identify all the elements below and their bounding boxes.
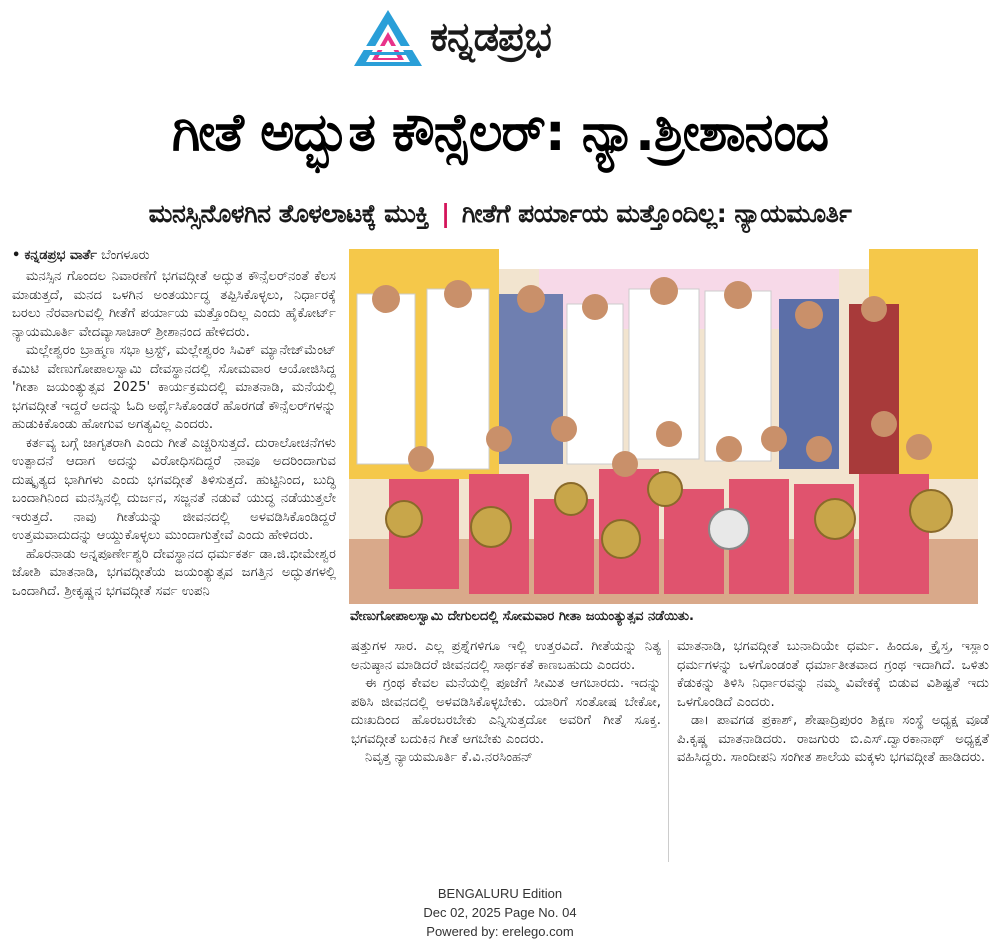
group-photo-illustration — [349, 249, 978, 604]
column-divider — [668, 640, 669, 862]
byline-bullet: • — [12, 248, 21, 263]
powered-by-label: Powered by: erelego.com — [426, 924, 574, 939]
edition-label: BENGALURU Edition — [437, 886, 563, 901]
paragraph: ಡಾ। ಪಾವಗಡ ಪ್ರಕಾಶ್, ಶೇಷಾದ್ರಿಪುರಂ ಶಿಕ್ಷಣ ಸಂಸ್ಥೆ ಅಧ್ಯಕ್ಷ ವೂಡೆ ಪಿ.ಕೃಷ್ಣ ಮಾತನಾಡಿದರು. ರಾಜಗುರು ಬಿ.ಎಸ್.ದ್ವಾರಕಾನಾಥ್ ಅಧ್ಯಕ್ಷತೆ ವಹಿಸಿದ್ದರು. ಸಾಂದೀಪನಿ ಸಂಗೀತ ಶಾಲೆಯ ಮಕ್ಕಳು ಭಗವದ್ಗೀತೆ ಹಾಡಿದರು. — [677, 713, 989, 765]
event-photo — [349, 249, 978, 604]
paragraph: ನಿವೃತ್ತ ನ್ಯಾಯಮೂರ್ತಿ ಕೆ.ವಿ.ನರಸಿಂಹನ್ — [365, 750, 533, 765]
paragraph: ಕರ್ತವ್ಯ ಬಗ್ಗೆ ಜಾಗೃತರಾಗಿ ಎಂದು ಗೀತೆ ಎಚ್ಚರಿಸುತ್ತದೆ. ದುರಾಲೋಚನೆಗಳು ಉತ್ಪಾದನೆ ಆದಾಗ ಅದನ್ನು ವಿರೋಧಿಸದಿದ್ದರೆ ನಾವೂ ಅದರಿಂದಾಗುವ ದುಷ್ಕೃತ್ಯದ ಭಾಗಿಗಳು ಎಂದು ಭಗವದ್ಗೀತೆ ತಿಳಿಸುತ್ತದೆ. ಹುಟ್ಟಿನಿಂದ, ಬುದ್ಧಿ ಬಂದಾಗಿನಿಂದ ಮನಸ್ಸಿನಲ್ಲಿ ದುರ್ಜನ, ಸಜ್ಜನತೆ ನಡುವೆ ಯುದ್ಧ ನಡೆಯುತ್ತಲೇ ಇರುತ್ತದೆ. ನಾವು ಗೀತೆಯನ್ನು ಜೀವನದಲ್ಲಿ ಅಳವಡಿಸಿಕೊಂಡಿದ್ದರೆ ಉತ್ತಮವಾದುದನ್ನು ಆಯ್ದುಕೊಳ್ಳಲು ಮುಂದಾಗುತ್ತೇವೆ ಎಂದು ಹೇಳಿದರು. — [12, 435, 336, 543]
masthead-brand: ಕನ್ನಡಪ್ರಭ — [430, 14, 551, 60]
article-column-1 — [12, 246, 336, 866]
article-column-2 — [351, 638, 661, 870]
page-footer — [0, 884, 1000, 941]
subhead-separator: | — [440, 199, 450, 228]
byline — [12, 246, 336, 266]
date-page-label: Dec 02, 2025 Page No. 04 — [423, 905, 577, 920]
paragraph: ಮಾತನಾಡಿ, ಭಗವದ್ಗೀತೆ ಬುನಾದಿಯೇ ಧರ್ಮ. ಹಿಂದೂ, ಕ್ರೈಸ್ತ, ಇಸ್ಲಾಂ ಧರ್ಮಗಳನ್ನು ಒಳಗೊಂಡಂತೆ ಧರ್ಮಾತೀತವಾದ ಗ್ರಂಥ ಇದಾಗಿದೆ. ಒಳಿತು ಕೆಡುಕನ್ನು ತಿಳಿಸಿ ನಿರ್ಧಾರವನ್ನು ನಮ್ಮ ವಿವೇಕಕ್ಕೆ ಬಿಡುವ ವಿಶಿಷ್ಟತೆ ಇದು ಒಳಗೊಂಡಿದೆ ಎಂದರು. — [677, 639, 989, 710]
subhead-left: ಮನಸ್ಸಿನೊಳಗಿನ ತೊಳಲಾಟಕ್ಕೆ ಮುಕ್ತಿ — [148, 199, 429, 228]
masthead — [0, 0, 1000, 78]
paragraph: ಷತ್ತುಗಳ ಸಾರ. ಎಲ್ಲ ಪ್ರಶ್ನೆಗಳಿಗೂ ಇಲ್ಲಿ ಉತ್ತರವಿದೆ. ಗೀತೆಯನ್ನು ನಿತ್ಯ ಅನುಷ್ಠಾನ ಮಾಡಿದರೆ ಜೀವನದಲ್ಲಿ ಸಾರ್ಥಕತೆ ಕಾಣಬಹುದು ಎಂದರು. — [351, 639, 661, 673]
page-headline: ಗೀತೆ ಅದ್ಭುತ ಕೌನ್ಸೆಲರ್: ನ್ಯಾ.ಶ್ರೀಶಾನಂದ — [171, 103, 829, 163]
paragraph: ಮಲ್ಲೇಶ್ವರಂ ಬ್ರಾಹ್ಮಣ ಸಭಾ ಟ್ರಸ್ಟ್, ಮಲ್ಲೇಶ್ವರಂ ಸಿವಿಕ್ ಮ್ಯಾನೇಜ್‌ಮೆಂಟ್ ಕಮಿಟಿ ವೇಣುಗೋಪಾಲಸ್ವಾಮಿ ದೇವಸ್ಥಾನದಲ್ಲಿ ಸೋಮವಾರ ಆಯೋಜಿಸಿದ್ದ 'ಗೀತಾ ಜಯಂತ್ಯುತ್ಸವ 2025' ಕಾರ್ಯಕ್ರಮದಲ್ಲಿ ಮಾತನಾಡಿ, ಮನೆಯಲ್ಲಿ ಭಗವದ್ಗೀತೆ ಇದ್ದರೆ ಅದನ್ನು ಓದಿ ಅರ್ಥೈಸಿಕೊಂಡರೆ ಹೊರಗಡೆ ಕೌನ್ಸೆಲರ್‌ಗಳನ್ನು ಹುಡುಕಿಕೊಂಡು ಹೋಗುವ ಅಗತ್ಯವಿಲ್ಲ ಎಂದರು. — [12, 343, 336, 432]
byline-place: ಬೆಂಗಳೂರು — [101, 248, 150, 263]
photo-caption: ವೇಣುಗೋಪಾಲಸ್ವಾಮಿ ದೇಗುಲದಲ್ಲಿ ಸೋಮವಾರ ಗೀತಾ ಜಯಂತ್ಯುತ್ಸವ ನಡೆಯಿತು. — [350, 609, 694, 624]
subhead-right: ಗೀತೆಗೆ ಪರ್ಯಾಯ ಮತ್ತೊಂದಿಲ್ಲ: ನ್ಯಾಯಮೂರ್ತಿ — [461, 199, 852, 228]
paragraph: ಹೊರನಾಡು ಅನ್ನಪೂರ್ಣೇಶ್ವರಿ ದೇವಸ್ಥಾನದ ಧರ್ಮಕರ್ತ ಡಾ.ಜಿ.ಭೀಮೇಶ್ವರ ಜೋಶಿ ಮಾತನಾಡಿ, ಭಗವದ್ಗೀತೆಯ ಜಯಂತ್ಯುತ್ಸವ ಜಗತ್ತಿನ ಅದ್ಭುತಗಳಲ್ಲಿ ಒಂದಾಗಿದೆ. ಶ್ರೀಕೃಷ್ಣನ ಭಗವದ್ಗೀತೆ ಸರ್ವ ಉಪನಿ — [12, 546, 336, 599]
kannadaprabha-logo-icon — [352, 6, 432, 66]
subheadline — [0, 198, 1000, 230]
article-column-3 — [677, 638, 989, 870]
byline-source: ಕನ್ನಡಪ್ರಭ ವಾರ್ತೆ — [24, 248, 97, 263]
paragraph: ಈ ಗ್ರಂಥ ಕೇವಲ ಮನೆಯಲ್ಲಿ ಪೂಜೆಗೆ ಸೀಮಿತ ಆಗಬಾರದು. ಇದನ್ನು ಪಠಿಸಿ ಜೀವನದಲ್ಲಿ ಅಳವಡಿಸಿಕೊಳ್ಳಬೇಕು. ಯಾರಿಗೆ ಸಂತೋಷ ಬೇಕೋ, ದುಃಖದಿಂದ ಹೊರಬರಬೇಕು ಎನ್ನಿಸುತ್ತದೋ ಅವರಿಗೆ ಗೀತೆ ಸೂಕ್ತ. ಭಗವದ್ಗೀತೆ ಬದುಕಿನ ಗೀತೆ ಆಗಬೇಕು ಎಂದರು. — [351, 676, 661, 747]
paragraph: ಮನಸ್ಸಿನ ಗೊಂದಲ ನಿವಾರಣೆಗೆ ಭಗವದ್ಗೀತೆ ಅದ್ಭುತ ಕೌನ್ಸೆಲರ್‌ನಂತೆ ಕೆಲಸ ಮಾಡುತ್ತದೆ, ಮನದ ಒಳಗಿನ ಅಂತರ್ಯುದ್ಧ ತಪ್ಪಿಸಿಕೊಳ್ಳಲು, ನಿರ್ಧಾರಕ್ಕೆ ಬರಲು ನೆರವಾಗುವಲ್ಲಿ ಗೀತೆಗೆ ಪರ್ಯಾಯ ಮತ್ತೊಂದಿಲ್ಲ ಎಂದು ಹೈಕೋರ್ಟ್ ನ್ಯಾಯಮೂರ್ತಿ ವೇದವ್ಯಾಸಾಚಾರ್ ಶ್ರೀಶಾನಂದ ಹೇಳಿದರು. — [12, 269, 336, 340]
